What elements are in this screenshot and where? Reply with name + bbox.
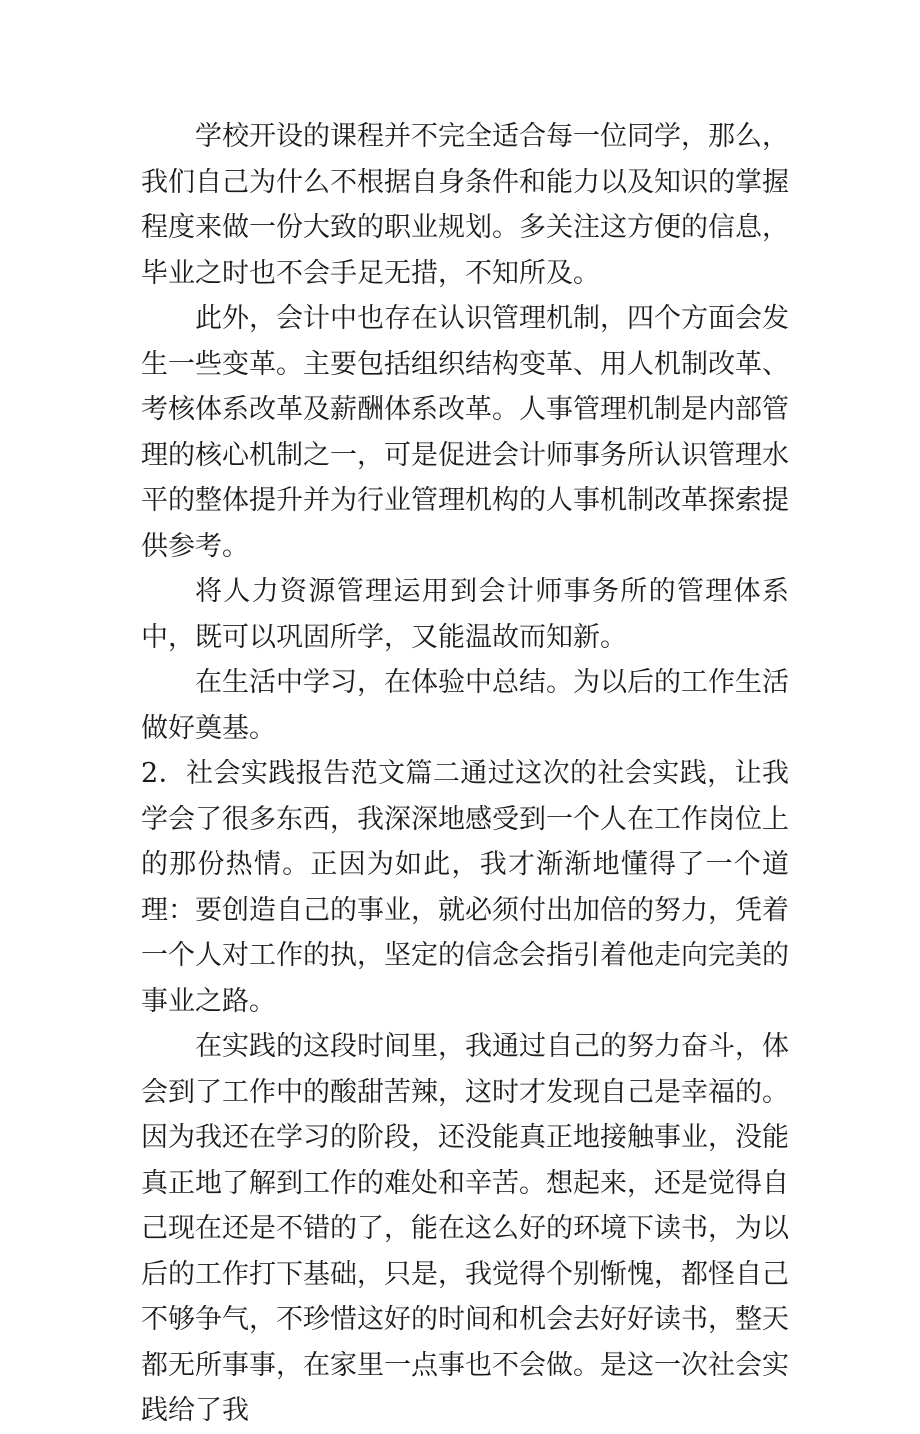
paragraph-practice-period: 在实践的这段时间里，我通过自己的努力奋斗，体会到了工作中的酸甜苦辣，这时才发现自己是幸福的。因为我还在学习的阶段，还没能真正地接触事业，没能真正地了解到工作的难处和辛苦。想起来，还是觉得自己现在还是不错的了，能在这么好的环境下读书，为以后的工作打下基础，只是，我觉得个别惭愧，都怪自己不够争气，不珍惜这好的时间和机会去好好读书，整天都无所事事，在家里一点事也不会做。是这一次社会实践给了我: [141, 1031, 789, 1426]
paragraph-hr-management: 将人力资源管理运用到会计师事务所的管理体系中，既可以巩固所学，又能温故而知新。: [141, 576, 789, 653]
paragraph-practice-report-two: 2．社会实践报告范文篇二通过这次的社会实践，让我学会了很多东西，我深深地感受到一个人在工作岗位上的那份热情。正因为如此，我才渐渐地懂得了一个道理：要创造自己的事业，就必须付出加倍的努力，凭着一个人对工作的执，坚定的信念会指引着他走向完美的事业之路。: [141, 758, 789, 1017]
paragraph-learning-in-life: 在生活中学习，在体验中总结。为以后的工作生活做好奠基。: [141, 667, 789, 744]
document-body: [141, 114, 789, 1434]
paragraph-management-mechanism: 此外，会计中也存在认识管理机制，四个方面会发生一些变革。主要包括组织结构变革、用人机制改革、考核体系改革及薪酬体系改革。人事管理机制是内部管理的核心机制之一，可是促进会计师事务所认识管理水平的整体提升并为行业管理机构的人事机制改革探索提供参考。: [141, 303, 789, 562]
paragraph-career-planning: 学校开设的课程并不完全适合每一位同学，那么，我们自己为什么不根据自身条件和能力以及知识的掌握程度来做一份大致的职业规划。多关注这方便的信息，毕业之时也不会手足无措，不知所及。: [141, 121, 789, 289]
